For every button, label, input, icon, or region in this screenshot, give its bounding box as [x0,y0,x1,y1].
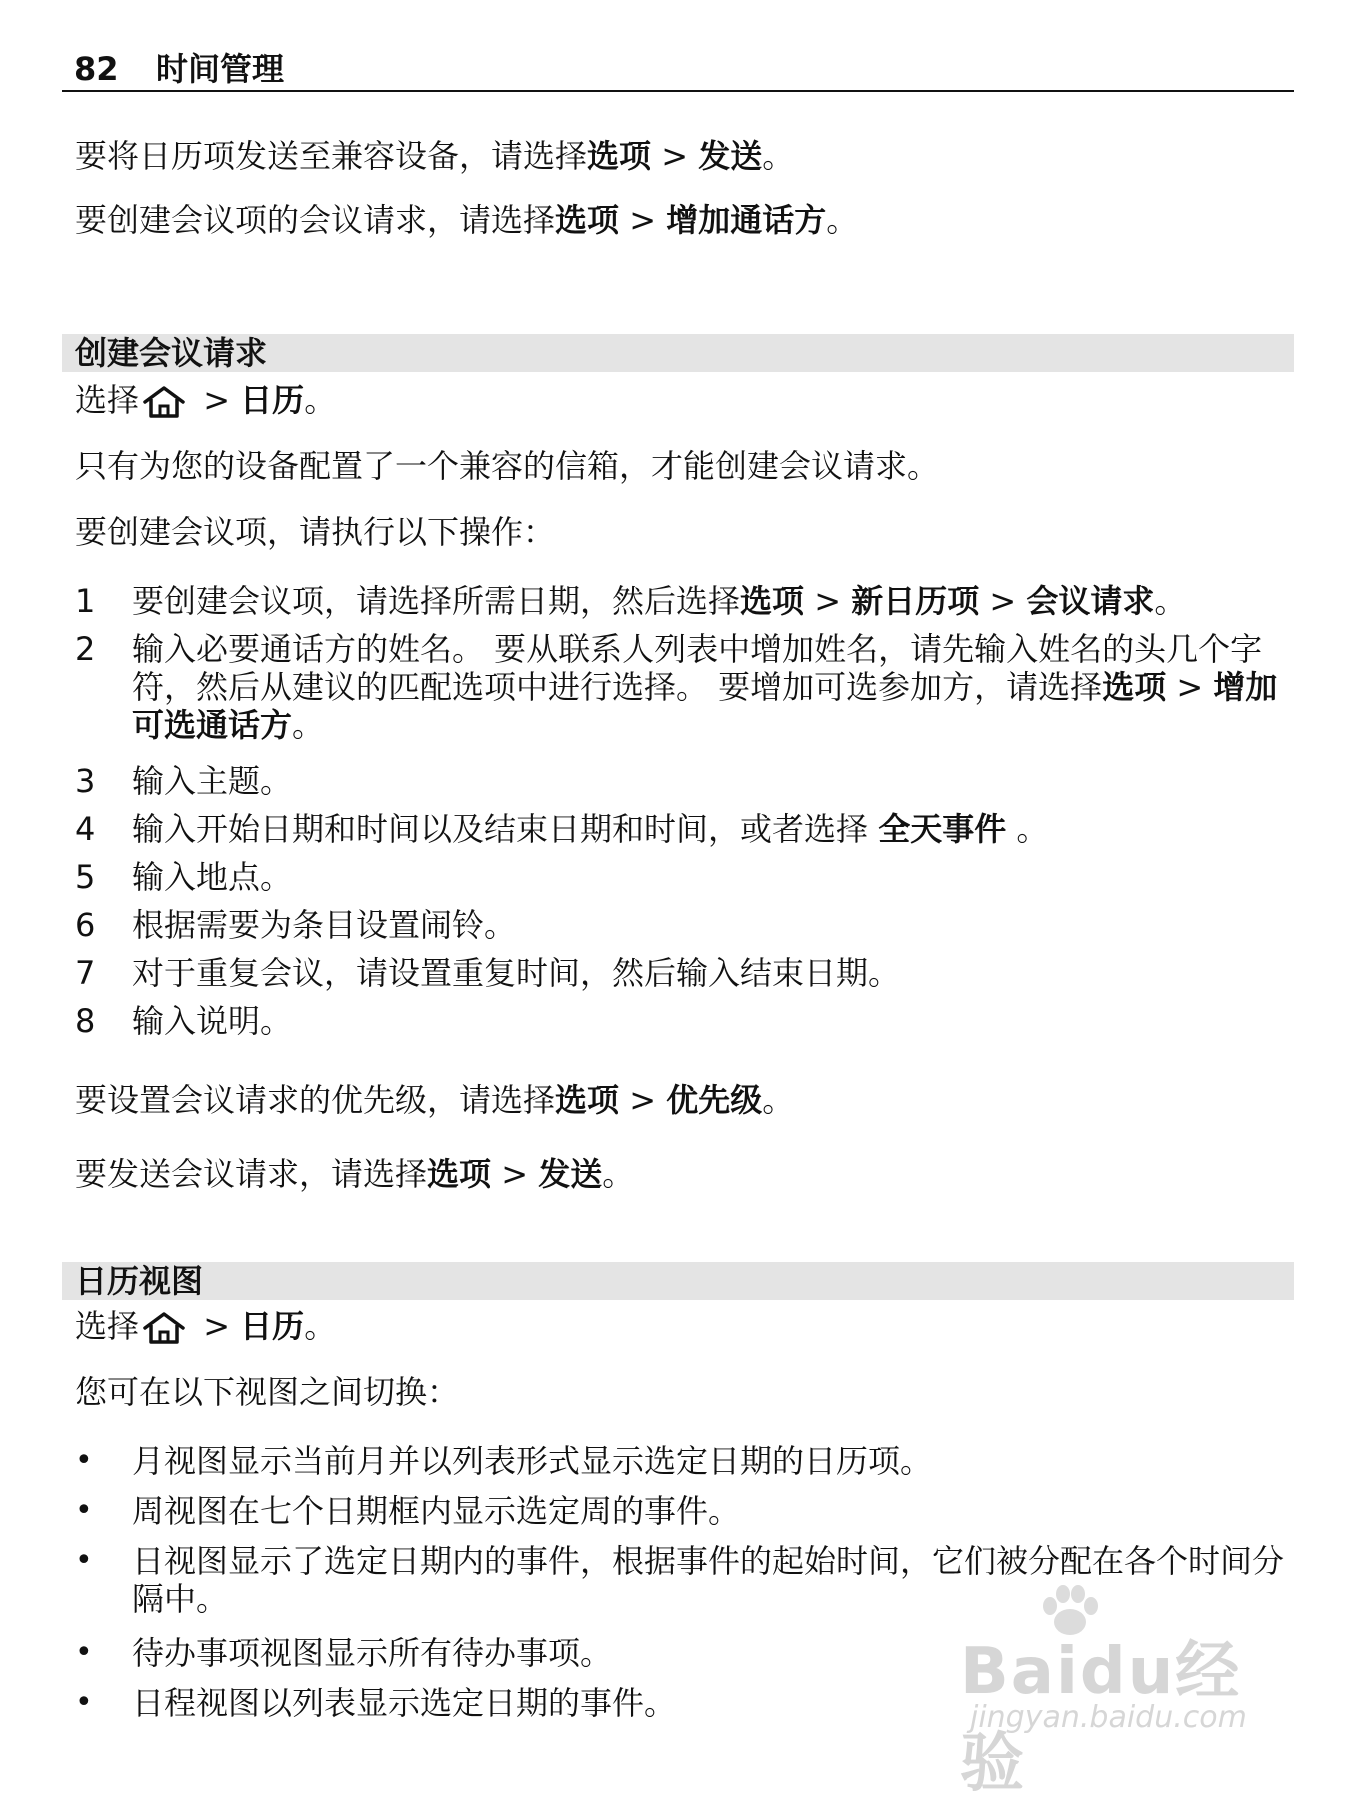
menu-send: 发送 [698,137,763,175]
menu-send: 发送 [538,1155,603,1193]
text-run: 。 [1154,582,1187,620]
step-text: 输入主题。 [132,762,293,800]
step-text [132,582,1294,620]
text-run: 要创建会议项，请选择所需日期，然后选择 [132,582,741,620]
menu-priority: 优先级 [666,1081,763,1119]
menu-separator: > [804,582,852,620]
bullet: • [75,1493,93,1528]
menu-calendar: 日历 [240,381,305,419]
home-icon [141,385,187,428]
step-number: 5 [75,858,96,896]
text-run: 要创建会议项的会议请求，请选择 [75,201,556,239]
menu-add-participants: 增加通话方 [666,201,827,239]
step-text: 输入地点。 [132,858,293,896]
text-run: 。 [602,1155,635,1193]
menu-calendar: 日历 [240,1307,305,1345]
view-description: 周视图在七个日期框内显示选定周的事件。 [132,1492,741,1530]
text-run: 。 [304,381,337,419]
text-run: 。 [826,201,859,239]
step-number: 1 [75,582,96,620]
menu-add-optional-participants: 增加可选通话方 [132,668,1278,744]
step-number: 7 [75,954,96,992]
mailbox-note: 只有为您的设备配置了一个兼容的信箱，才能创建会议请求。 [75,447,940,485]
menu-separator: > [491,1155,539,1193]
view-description: 待办事项视图显示所有待办事项。 [132,1634,613,1672]
text-run: 选择 [75,381,140,419]
menu-options: 选项 [587,137,652,175]
home-icon [141,1311,187,1354]
section-title: 创建会议请求 [75,334,268,372]
view-description: 日视图显示了选定日期内的事件，根据事件的起始时间，它们被分配在各个时间分隔中。 [132,1542,1285,1618]
step-text: 根据需要为条目设置闹铃。 [132,906,517,944]
menu-separator: > [619,201,667,239]
select-calendar-path [75,1306,336,1354]
bullet: • [75,1443,93,1478]
text-run: 输入开始日期和时间以及结束日期和时间，或者选择 [132,810,879,848]
priority-instruction [75,1080,794,1120]
menu-options: 选项 [427,1155,492,1193]
view-description: 日程视图以列表显示选定日期的事件。 [132,1684,677,1722]
steps-intro: 要创建会议项，请执行以下操作： [75,513,556,551]
send-request-instruction [75,1154,634,1194]
views-intro: 您可在以下视图之间切换： [75,1373,460,1411]
step-text [132,810,1294,848]
text-run: 要发送会议请求，请选择 [75,1155,428,1193]
menu-separator: > [651,137,699,175]
step-number: 8 [75,1002,96,1040]
menu-options: 选项 [555,1081,620,1119]
send-item-instruction [75,136,794,176]
text-run: 。 [1006,810,1049,848]
menu-options: 选项 [1102,668,1167,706]
bullet: • [75,1685,93,1720]
option-all-day-event: 全天事件 [878,810,1007,848]
menu-separator: > [979,582,1027,620]
step-text [132,630,1294,744]
text-run: 输入必要通话方的姓名。 要从联系人列表中增加姓名，请先输入姓名的头几个字符，然后从建议的匹配选项中进行选择。 要增加可选参加方，请选择 [132,630,1263,706]
menu-separator: > [619,1081,667,1119]
text-run: 要设置会议请求的优先级，请选择 [75,1081,556,1119]
page-number: 82 [74,50,119,88]
menu-separator: > [193,1307,241,1345]
bullet: • [75,1543,93,1578]
text-run: 要将日历项发送至兼容设备，请选择 [75,137,588,175]
section-header-calendar-views [62,1262,1294,1300]
chapter-title: 时间管理 [156,50,285,88]
step-text: 对于重复会议，请设置重复时间，然后输入结束日期。 [132,954,901,992]
menu-options: 选项 [740,582,805,620]
step-number: 3 [75,762,96,800]
watermark-url: jingyan.baidu.com [970,1700,1247,1735]
watermark [960,1580,1280,1801]
menu-meeting-request: 会议请求 [1026,582,1155,620]
bullet: • [75,1635,93,1670]
text-run: 。 [762,137,795,175]
menu-separator: > [193,381,241,419]
text-run: 。 [304,1307,337,1345]
step-number: 2 [75,630,96,668]
step-number: 6 [75,906,96,944]
menu-options: 选项 [555,201,620,239]
page-header [62,48,1294,92]
text-run: 选择 [75,1307,140,1345]
section-header-meeting-request [62,334,1294,372]
watermark-brand: Baidu经验 [960,1635,1242,1801]
section-title: 日历视图 [75,1262,204,1300]
step-number: 4 [75,810,96,848]
view-description: 月视图显示当前月并以列表形式显示选定日期的日历项。 [132,1442,933,1480]
text-run: 。 [762,1081,795,1119]
select-calendar-path [75,380,336,428]
text-run: 。 [292,706,325,744]
menu-separator: > [1166,668,1214,706]
add-participants-instruction [75,200,858,240]
step-text: 输入说明。 [132,1002,293,1040]
menu-new-entry: 新日历项 [851,582,980,620]
